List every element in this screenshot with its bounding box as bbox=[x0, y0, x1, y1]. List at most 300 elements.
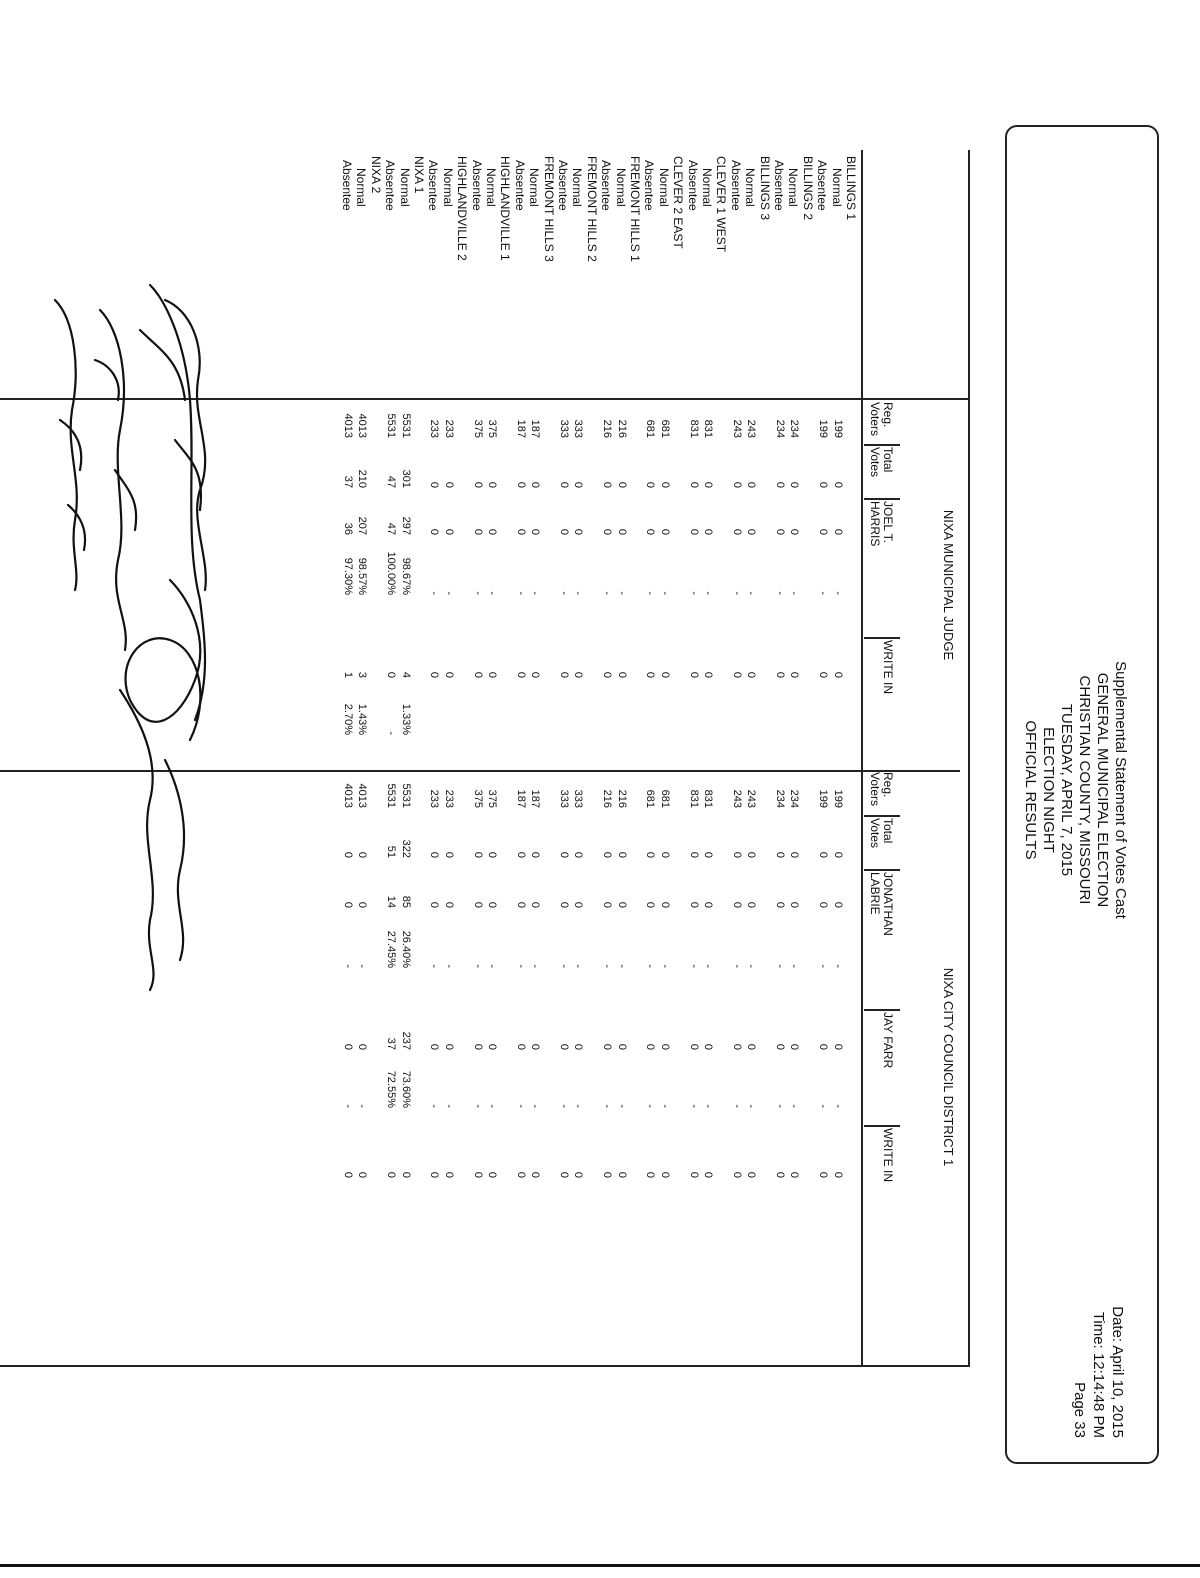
table-cell: 0 bbox=[774, 528, 786, 535]
table-cell: 0 bbox=[615, 671, 628, 678]
signature-stroke bbox=[55, 300, 77, 590]
table-cell: - bbox=[514, 591, 527, 595]
table-cell: 0 bbox=[572, 901, 585, 908]
table-cell: 0 bbox=[774, 671, 786, 678]
table-cell: 0 bbox=[514, 851, 527, 858]
table-cell: 0 bbox=[774, 481, 786, 488]
report-header-line: GENERAL MUNICIPAL ELECTION bbox=[1094, 672, 1111, 908]
signature-stroke bbox=[60, 420, 85, 550]
table-cell: 375 bbox=[471, 789, 484, 808]
row-type-label: Absentee bbox=[599, 160, 614, 211]
table-cell: 0 bbox=[644, 901, 657, 908]
row-type-label: Normal bbox=[354, 168, 369, 207]
table-cell: - bbox=[831, 964, 844, 968]
table-cell: 0 bbox=[529, 528, 542, 535]
table-cell: 0 bbox=[831, 901, 844, 908]
table-cell: 0 bbox=[615, 901, 628, 908]
table-cell: 0 bbox=[601, 671, 614, 678]
table-cell: 0 bbox=[730, 671, 743, 678]
precinct-name: CLEVER 2 EAST bbox=[671, 156, 686, 249]
table-cell: 0 bbox=[514, 481, 527, 488]
table-cell: 333 bbox=[572, 789, 585, 808]
precinct-name: BILLINGS 3 bbox=[757, 156, 772, 221]
table-cell: - bbox=[572, 1104, 585, 1108]
table-cell: - bbox=[774, 1104, 786, 1108]
column-header: Reg. bbox=[881, 772, 895, 798]
table-cell: 0 bbox=[658, 901, 671, 908]
table-cell: 234 bbox=[774, 419, 786, 438]
table-cell: - bbox=[687, 964, 700, 968]
table-cell: - bbox=[615, 1104, 628, 1108]
table-cell: - bbox=[442, 1104, 455, 1108]
table-cell: 0 bbox=[730, 851, 743, 858]
table-cell: 0 bbox=[817, 1171, 830, 1178]
table-cell: 0 bbox=[428, 1171, 441, 1178]
table-cell: 0 bbox=[428, 901, 441, 908]
table-cell: - bbox=[486, 591, 498, 595]
table-cell: 0 bbox=[702, 1171, 714, 1178]
table-cell: - bbox=[788, 1104, 801, 1108]
table-cell: 0 bbox=[356, 1171, 369, 1178]
table-cell: 0 bbox=[342, 1171, 354, 1178]
precinct-name: CLEVER 1 WEST bbox=[714, 156, 729, 253]
column-header: HARRIS bbox=[868, 501, 882, 547]
table-cell: 1.33% bbox=[399, 703, 412, 735]
row-type-label: Absentee bbox=[728, 160, 743, 211]
table-cell: 0 bbox=[428, 671, 441, 678]
table-cell: 0 bbox=[817, 1043, 830, 1050]
table-cell: 0 bbox=[774, 1043, 786, 1050]
table-cell: 0 bbox=[687, 901, 700, 908]
column-header: WRITE IN bbox=[881, 1128, 895, 1182]
table-cell: - bbox=[558, 964, 570, 968]
table-cell: 0 bbox=[442, 1171, 455, 1178]
table-cell: 0 bbox=[442, 481, 455, 488]
table-cell: 0 bbox=[687, 528, 700, 535]
table-cell: 831 bbox=[687, 419, 700, 438]
table-cell: 0 bbox=[817, 528, 830, 535]
table-cell: 0 bbox=[615, 528, 628, 535]
table-cell: 0 bbox=[514, 528, 527, 535]
column-header: Total bbox=[881, 818, 895, 844]
table-cell: 0 bbox=[486, 851, 498, 858]
table-cell: 0 bbox=[514, 671, 527, 678]
table-cell: - bbox=[817, 964, 830, 968]
column-header: JONATHAN bbox=[881, 872, 895, 936]
table-cell: 27.45% bbox=[385, 930, 398, 968]
table-cell: 199 bbox=[831, 419, 844, 438]
signature-stroke bbox=[126, 580, 201, 740]
table-cell: 5531 bbox=[385, 783, 398, 808]
table-cell: 0 bbox=[342, 1043, 354, 1050]
table-cell: 0 bbox=[788, 481, 801, 488]
row-type-label: Normal bbox=[656, 168, 671, 207]
table-cell: 5531 bbox=[399, 413, 412, 438]
table-cell: 0 bbox=[831, 671, 844, 678]
table-cell: 0 bbox=[774, 851, 786, 858]
table-cell: 233 bbox=[442, 419, 455, 438]
table-cell: 2.70% bbox=[342, 703, 354, 735]
table-cell: 681 bbox=[644, 789, 657, 808]
table-cell: - bbox=[831, 1104, 844, 1108]
table-cell: 0 bbox=[558, 1043, 570, 1050]
table-cell: 0 bbox=[342, 901, 354, 908]
table-cell: 210 bbox=[356, 469, 369, 488]
table-cell: - bbox=[601, 1104, 614, 1108]
table-cell: 233 bbox=[442, 789, 455, 808]
table-cell: - bbox=[514, 1104, 527, 1108]
precinct-name: FREMONT HILLS 1 bbox=[628, 156, 642, 262]
table-cell: - bbox=[730, 964, 743, 968]
table-cell: 187 bbox=[529, 419, 542, 438]
table-cell: 0 bbox=[817, 481, 830, 488]
table-cell: 0 bbox=[558, 1171, 570, 1178]
report-header-line: Supplemental Statement of Votes Cast bbox=[1112, 661, 1129, 919]
table-cell: 216 bbox=[615, 419, 628, 438]
table-cell: 233 bbox=[428, 419, 441, 438]
signature-stroke bbox=[95, 360, 136, 530]
table-cell: 0 bbox=[774, 901, 786, 908]
table-cell: 0 bbox=[644, 528, 657, 535]
table-cell: - bbox=[644, 591, 657, 595]
table-cell: 0 bbox=[486, 1043, 498, 1050]
row-type-label: Absentee bbox=[383, 160, 398, 211]
table-cell: - bbox=[788, 964, 801, 968]
table-cell: - bbox=[428, 591, 441, 595]
table-cell: 207 bbox=[356, 516, 369, 535]
table-cell: - bbox=[558, 1104, 570, 1108]
table-cell: 5531 bbox=[385, 413, 398, 438]
table-cell: 0 bbox=[745, 1171, 758, 1178]
table-cell: 3 bbox=[356, 671, 369, 678]
signature-stroke bbox=[165, 300, 206, 590]
table-cell: 375 bbox=[486, 789, 498, 808]
row-type-label: Absentee bbox=[815, 160, 830, 211]
table-cell: - bbox=[442, 964, 455, 968]
row-type-label: Absentee bbox=[340, 160, 354, 211]
table-cell: 0 bbox=[831, 481, 844, 488]
table-cell: 0 bbox=[615, 481, 628, 488]
table-cell: - bbox=[644, 1104, 657, 1108]
column-header: Reg. bbox=[881, 402, 895, 428]
precinct-name: NIXA 1 bbox=[412, 156, 426, 194]
table-cell: 0 bbox=[687, 671, 700, 678]
table-cell: 0 bbox=[529, 1043, 542, 1050]
table-cell: 0 bbox=[399, 1171, 412, 1178]
table-cell: - bbox=[514, 964, 527, 968]
table-cell: - bbox=[572, 964, 585, 968]
table-cell: - bbox=[428, 964, 441, 968]
table-cell: 0 bbox=[601, 481, 614, 488]
table-cell: 0 bbox=[730, 528, 743, 535]
row-type-label: Absentee bbox=[556, 160, 570, 211]
table-cell: 0 bbox=[831, 528, 844, 535]
table-cell: - bbox=[486, 964, 498, 968]
column-header: Votes bbox=[868, 818, 882, 849]
table-cell: 0 bbox=[774, 1171, 786, 1178]
table-cell: 0 bbox=[702, 851, 714, 858]
table-cell: 0 bbox=[442, 901, 455, 908]
table-cell: 36 bbox=[342, 522, 354, 535]
table-cell: 4013 bbox=[342, 783, 354, 808]
table-cell: 681 bbox=[658, 789, 671, 808]
table-cell: 0 bbox=[572, 528, 585, 535]
table-cell: 0 bbox=[428, 481, 441, 488]
table-cell: 0 bbox=[615, 1171, 628, 1178]
table-cell: - bbox=[471, 1104, 484, 1108]
table-cell: 301 bbox=[399, 469, 412, 488]
table-cell: 216 bbox=[615, 789, 628, 808]
table-cell: 0 bbox=[529, 671, 542, 678]
table-cell: 0 bbox=[644, 1043, 657, 1050]
table-cell: 0 bbox=[788, 1043, 801, 1050]
table-cell: 243 bbox=[730, 419, 743, 438]
table-cell: 681 bbox=[658, 419, 671, 438]
table-cell: 0 bbox=[558, 481, 570, 488]
table-cell: - bbox=[658, 964, 671, 968]
table-cell: - bbox=[644, 964, 657, 968]
table-cell: 0 bbox=[356, 901, 369, 908]
column-header: Voters bbox=[868, 402, 882, 437]
table-cell: 234 bbox=[788, 789, 801, 808]
table-cell: 0 bbox=[831, 1171, 844, 1178]
table-cell: - bbox=[817, 1104, 830, 1108]
row-type-label: Normal bbox=[570, 168, 585, 207]
table-cell: 37 bbox=[385, 1037, 398, 1050]
table-cell: 0 bbox=[658, 1043, 671, 1050]
table-cell: - bbox=[702, 1104, 714, 1108]
table-cell: 233 bbox=[428, 789, 441, 808]
table-cell: - bbox=[471, 964, 484, 968]
table-cell: 0 bbox=[529, 1171, 542, 1178]
table-cell: 0 bbox=[687, 1171, 700, 1178]
table-cell: 322 bbox=[399, 839, 412, 858]
table-cell: 0 bbox=[514, 901, 527, 908]
table-cell: 0 bbox=[658, 1171, 671, 1178]
report-page-number: Page 33 bbox=[1071, 1382, 1088, 1438]
table-cell: 0 bbox=[817, 671, 830, 678]
table-cell: 0 bbox=[644, 671, 657, 678]
table-cell: - bbox=[572, 591, 585, 595]
table-cell: 0 bbox=[471, 901, 484, 908]
table-cell: 73.60% bbox=[399, 1070, 412, 1108]
table-cell: 0 bbox=[442, 671, 455, 678]
report-header-line: ELECTION NIGHT bbox=[1040, 727, 1057, 853]
table-cell: 234 bbox=[774, 789, 786, 808]
table-cell: 199 bbox=[817, 789, 830, 808]
table-cell: 0 bbox=[572, 1043, 585, 1050]
table-cell: 0 bbox=[486, 901, 498, 908]
row-type-label: Absentee bbox=[426, 160, 441, 211]
table-cell: - bbox=[529, 591, 542, 595]
table-cell: 0 bbox=[442, 528, 455, 535]
table-cell: 0 bbox=[788, 671, 801, 678]
table-cell: - bbox=[385, 731, 398, 735]
table-cell: - bbox=[442, 591, 455, 595]
table-cell: 0 bbox=[788, 851, 801, 858]
table-cell: 0 bbox=[644, 851, 657, 858]
table-cell: 0 bbox=[572, 671, 585, 678]
column-header: WRITE IN bbox=[881, 640, 895, 694]
table-cell: 0 bbox=[442, 851, 455, 858]
table-cell: 0 bbox=[428, 528, 441, 535]
table-cell: 0 bbox=[745, 528, 758, 535]
table-cell: 0 bbox=[428, 851, 441, 858]
row-type-label: Normal bbox=[440, 168, 455, 207]
table-cell: 0 bbox=[558, 671, 570, 678]
table-cell: 0 bbox=[687, 481, 700, 488]
table-cell: 831 bbox=[702, 789, 714, 808]
row-type-label: Absentee bbox=[685, 160, 700, 211]
column-header: JAY FARR bbox=[881, 1012, 895, 1069]
table-cell: 0 bbox=[730, 1171, 743, 1178]
table-cell: 97.30% bbox=[342, 557, 354, 595]
table-cell: 4013 bbox=[356, 783, 369, 808]
table-cell: 1.43% bbox=[356, 703, 369, 735]
row-type-label: Normal bbox=[613, 168, 628, 207]
table-cell: 0 bbox=[615, 851, 628, 858]
table-cell: 831 bbox=[702, 419, 714, 438]
table-cell: 216 bbox=[601, 419, 614, 438]
table-cell: 0 bbox=[385, 671, 398, 678]
report-header-line: TUESDAY, APRIL 7, 2015 bbox=[1058, 703, 1075, 877]
table-cell: 47 bbox=[385, 475, 398, 488]
column-header: Total bbox=[881, 447, 895, 473]
row-type-label: Normal bbox=[700, 168, 714, 207]
table-cell: - bbox=[745, 964, 758, 968]
table-cell: 4013 bbox=[342, 413, 354, 438]
table-cell: - bbox=[730, 1104, 743, 1108]
table-cell: - bbox=[788, 591, 801, 595]
table-cell: 0 bbox=[745, 851, 758, 858]
table-cell: 0 bbox=[356, 851, 369, 858]
table-cell: - bbox=[774, 591, 786, 595]
table-cell: - bbox=[687, 591, 700, 595]
table-cell: - bbox=[745, 1104, 758, 1108]
table-cell: 0 bbox=[702, 528, 714, 535]
table-cell: 98.57% bbox=[356, 557, 369, 595]
table-cell: 243 bbox=[745, 789, 758, 808]
table-cell: 187 bbox=[529, 789, 542, 808]
table-cell: - bbox=[356, 1104, 369, 1108]
row-type-label: Normal bbox=[743, 168, 758, 207]
table-cell: 0 bbox=[745, 1043, 758, 1050]
table-cell: 0 bbox=[817, 901, 830, 908]
table-cell: 199 bbox=[817, 419, 830, 438]
report-header-line: OFFICIAL RESULTS bbox=[1022, 720, 1039, 860]
precinct-name: NIXA 2 bbox=[368, 156, 383, 194]
table-cell: 0 bbox=[601, 528, 614, 535]
row-type-label: Normal bbox=[527, 168, 542, 207]
table-cell: - bbox=[702, 591, 714, 595]
table-cell: 4013 bbox=[356, 413, 369, 438]
table-cell: 0 bbox=[385, 1171, 398, 1178]
table-cell: 0 bbox=[529, 901, 542, 908]
table-cell: 0 bbox=[486, 671, 498, 678]
table-cell: 0 bbox=[644, 1171, 657, 1178]
table-cell: 333 bbox=[558, 419, 570, 438]
table-cell: - bbox=[601, 964, 614, 968]
table-cell: - bbox=[471, 591, 484, 595]
table-cell: 0 bbox=[486, 481, 498, 488]
table-cell: 0 bbox=[529, 851, 542, 858]
table-cell: 0 bbox=[730, 481, 743, 488]
table-cell: 199 bbox=[831, 789, 844, 808]
table-cell: - bbox=[702, 964, 714, 968]
precinct-name: BILLINGS 1 bbox=[844, 156, 858, 221]
table-cell: 1 bbox=[342, 671, 354, 678]
table-cell: 0 bbox=[658, 851, 671, 858]
table-cell: 0 bbox=[514, 1171, 527, 1178]
table-cell: 237 bbox=[399, 1031, 412, 1050]
table-cell: - bbox=[558, 591, 570, 595]
section-title: NIXA MUNICIPAL JUDGE bbox=[941, 509, 956, 661]
table-cell: - bbox=[615, 964, 628, 968]
table-cell: 0 bbox=[356, 1043, 369, 1050]
table-cell: 243 bbox=[730, 789, 743, 808]
table-cell: 333 bbox=[572, 419, 585, 438]
column-header: Voters bbox=[868, 772, 882, 807]
signature-stroke bbox=[165, 760, 184, 960]
table-cell: 234 bbox=[788, 419, 801, 438]
table-cell: - bbox=[529, 964, 542, 968]
table-cell: 37 bbox=[342, 475, 354, 488]
table-cell: 0 bbox=[471, 528, 484, 535]
table-cell: - bbox=[486, 1104, 498, 1108]
precinct-name: HIGHLANDVILLE 2 bbox=[455, 156, 470, 261]
table-cell: 0 bbox=[471, 671, 484, 678]
table-cell: 0 bbox=[658, 528, 671, 535]
row-type-label: Normal bbox=[484, 168, 498, 207]
table-cell: 0 bbox=[342, 851, 354, 858]
row-type-label: Absentee bbox=[512, 160, 527, 211]
table-cell: 0 bbox=[558, 528, 570, 535]
table-cell: 0 bbox=[702, 1043, 714, 1050]
table-cell: 297 bbox=[399, 516, 412, 535]
table-cell: - bbox=[356, 964, 369, 968]
table-cell: 0 bbox=[572, 481, 585, 488]
precinct-name: BILLINGS 2 bbox=[800, 156, 815, 221]
table-cell: 243 bbox=[745, 419, 758, 438]
table-cell: - bbox=[817, 591, 830, 595]
table-cell: 0 bbox=[471, 851, 484, 858]
signature-stroke bbox=[120, 690, 154, 990]
table-cell: 0 bbox=[428, 1043, 441, 1050]
table-cell: - bbox=[658, 591, 671, 595]
table-cell: 0 bbox=[702, 481, 714, 488]
table-cell: 0 bbox=[788, 1171, 801, 1178]
table-cell: 0 bbox=[601, 1171, 614, 1178]
table-cell: 0 bbox=[471, 481, 484, 488]
table-cell: 0 bbox=[730, 1043, 743, 1050]
table-cell: 100.00% bbox=[385, 551, 398, 595]
table-cell: 333 bbox=[558, 789, 570, 808]
table-cell: 0 bbox=[471, 1171, 484, 1178]
column-header: JOEL T. bbox=[881, 501, 895, 544]
table-cell: - bbox=[745, 591, 758, 595]
table-cell: 0 bbox=[601, 1043, 614, 1050]
table-cell: - bbox=[428, 1104, 441, 1108]
table-cell: 681 bbox=[644, 419, 657, 438]
table-cell: 0 bbox=[817, 851, 830, 858]
table-cell: 831 bbox=[687, 789, 700, 808]
row-type-label: Absentee bbox=[469, 160, 484, 211]
table-cell: 0 bbox=[644, 481, 657, 488]
table-cell: 375 bbox=[486, 419, 498, 438]
table-cell: 0 bbox=[745, 901, 758, 908]
table-cell: 72.55% bbox=[385, 1070, 398, 1108]
table-cell: 0 bbox=[702, 671, 714, 678]
